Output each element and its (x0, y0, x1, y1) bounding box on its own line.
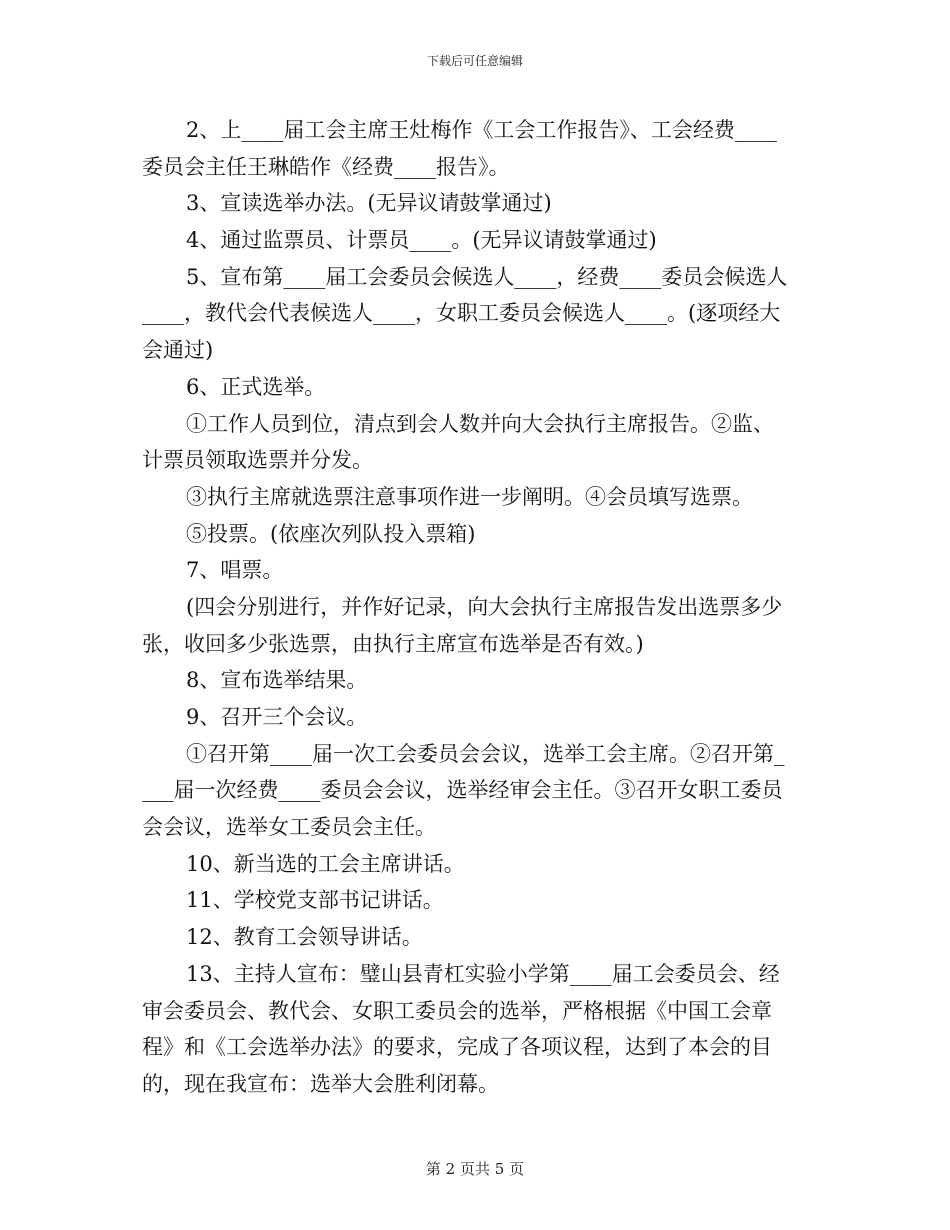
text-line: 2、上____届工会主席王灶梅作《工会工作报告》、工会经费____ (186, 118, 777, 142)
text-line: 3、宣读选举办法。(无异议请鼓掌通过) (186, 191, 552, 216)
page-header: 下载后可任意编辑 (426, 54, 523, 68)
text-line: 6、正式选举。 (186, 374, 326, 399)
text-line: ____，教代会代表候选人____，女职工委员会候选人____。(逐项经大 (142, 301, 781, 326)
text-line: 审会委员会、教代会、女职工委员会的选举，严格根据《中国工会章 (142, 998, 772, 1023)
text-line: ③执行主席就选票注意事项作进一步阐明。④会员填写选票。 (186, 484, 753, 509)
text-line: 13、主持人宣布：璧山县青杠实验小学第____届工会委员会、经 (186, 961, 780, 986)
text-line: 12、教育工会领导讲话。 (186, 925, 423, 950)
text-line: 张，收回多少张选票，由执行主席宣布选举是否有效。) (142, 631, 644, 656)
text-line: (四会分别进行，并作好记录，向大会执行主席报告发出选票多少 (186, 594, 783, 619)
text-line: 10、新当选的工会主席讲话。 (186, 851, 465, 876)
document-body (142, 112, 832, 1103)
text-line: ①工作人员到位，清点到会人数并向大会执行主席报告。②监、 (186, 411, 774, 436)
page-footer: 第 2 页共 5 页 (425, 1160, 525, 1178)
text-line: 11、学校党支部书记讲话。 (186, 888, 444, 913)
text-line: ___届一次经费____委员会会议，选举经审会主任。③召开女职工委员 (142, 778, 783, 803)
text-line: 9、召开三个会议。 (186, 705, 368, 729)
text-line: ①召开第____届一次工会委员会会议，选举工会主席。②召开第_ (186, 741, 785, 766)
text-line: 的，现在我宣布：选举大会胜利闭幕。 (142, 1071, 499, 1096)
text-line: 4、通过监票员、计票员____。(无异议请鼓掌通过) (186, 228, 657, 253)
text-line: 会会议，选举女工委员会主任。 (142, 815, 436, 840)
text-line: ⑤投票。(依座次列队投入票箱) (186, 521, 476, 546)
text-line: 8、宣布选举结果。 (186, 668, 368, 693)
text-line: 计票员领取选票并分发。 (142, 448, 373, 473)
text-line: 委员会主任王琳皓作《经费____报告》。 (142, 154, 510, 179)
text-line: 5、宣布第____届工会委员会候选人____，经费____委员会候选人 (186, 264, 788, 289)
text-line: 程》和《工会选举办法》的要求，完成了各项议程，达到了本会的目 (142, 1035, 772, 1060)
text-line: 7、唱票。 (186, 558, 284, 583)
text-line: 会通过) (142, 338, 214, 363)
